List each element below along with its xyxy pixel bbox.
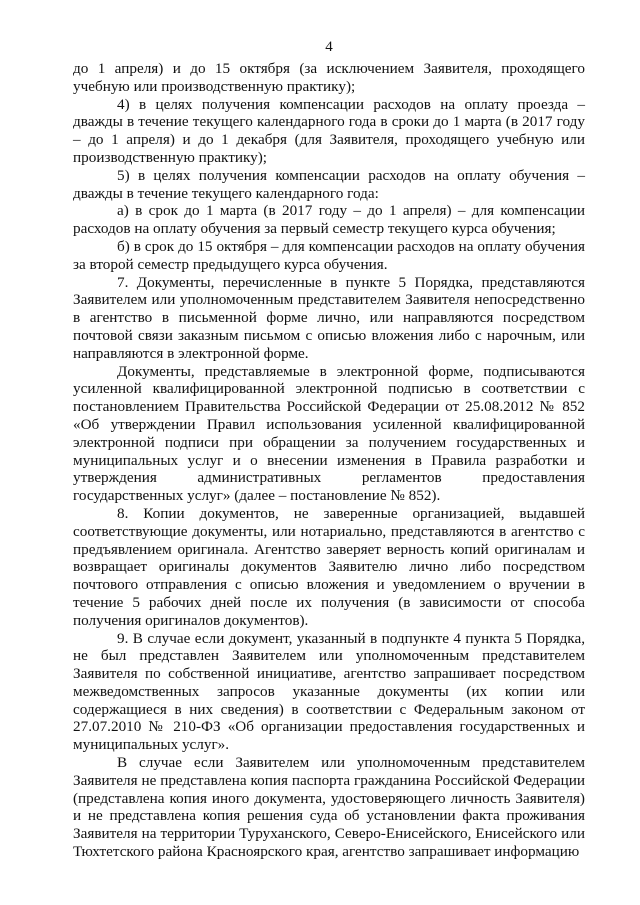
paragraph-section-7: 7. Документы, перечисленные в пункте 5 Порядка, представляются Заявителем или уполномоченным представителем Заявителя непосредственно в агентство в письменной форме лично, или направляются посредством почтовой связи заказным письмом с описью вложения либо с нарочным, или направляются в электронной форме. — [73, 273, 585, 362]
page-number: 4 — [325, 39, 333, 55]
paragraph-electronic-documents: Документы, представляемые в электронной форме, подписываются усиленной квалифицированной электронной подписью в соответствии с постановлением Правительства Российской Федерации от 25.08.2012 № 852 «Об утверждении Правил использования усиленной квалифицированной электронной подписи при обращении за получением государственных и муниципальных услуг и о внесении изменения в Правила разработки и утверждения административных регламентов предоставления государственных услуг» (далее – постановление № 852). — [73, 362, 585, 505]
paragraph-item-4: 4) в целях получения компенсации расходов на оплату проезда – дважды в течение текущего календарного года в сроки до 1 марта (в 2017 году – до 1 апреля) и до 1 декабря (для Заявителя, проходящего учебную или производственную практику); — [73, 95, 585, 166]
paragraph-subitem-a: а) в срок до 1 марта (в 2017 году – до 1 апреля) – для компенсации расходов на оплату обучения за первый семестр текущего курса обучения; — [73, 202, 585, 238]
paragraph-item-5: 5) в целях получения компенсации расходов на оплату обучения – дважды в течение текущего календарного года: — [73, 166, 585, 202]
paragraph-continuation: до 1 апреля) и до 15 октября (за исключением Заявителя, проходящего учебную или производственную практику); — [73, 60, 585, 95]
document-body — [73, 60, 585, 861]
paragraph-section-8: 8. Копии документов, не заверенные организацией, выдавшей соответствующие документы, или нотариально, представляются в агентство с предъявлением оригинала. Агентство заверяет верность копий оригиналам и возвращает оригиналы документов Заявителю лично либо посредством почтового отправления с описью вложения и уведомлением о вручении в течение 5 рабочих дней после их получения (в зависимости от способа получения оригиналов документов). — [73, 504, 585, 629]
paragraph-subitem-b: б) в срок до 15 октября – для компенсации расходов на оплату обучения за второй семестр предыдущего курса обучения. — [73, 237, 585, 273]
paragraph-section-9: 9. В случае если документ, указанный в подпункте 4 пункта 5 Порядка, не был представлен Заявителем или уполномоченным представителем Заявителя по собственной инициативе, агентство запрашивает посредством межведомственных запросов указанные документы (их копии или содержащиеся в них сведения) в соответствии с Федеральным законом от 27.07.2010 № 210-ФЗ «Об организации предоставления государственных и муниципальных услуг». — [73, 629, 585, 754]
paragraph-passport-case: В случае если Заявителем или уполномоченным представителем Заявителя не представлена копия паспорта гражданина Российской Федерации (представлена копия иного документа, удостоверяющего личность Заявителя) и не представлена копия решения суда об установлении факта проживания Заявителя на территории Туруханского, Северо-Енисейского, Енисейского или Тюхтетского района Красноярского края, агентство запрашивает информацию — [73, 754, 585, 861]
